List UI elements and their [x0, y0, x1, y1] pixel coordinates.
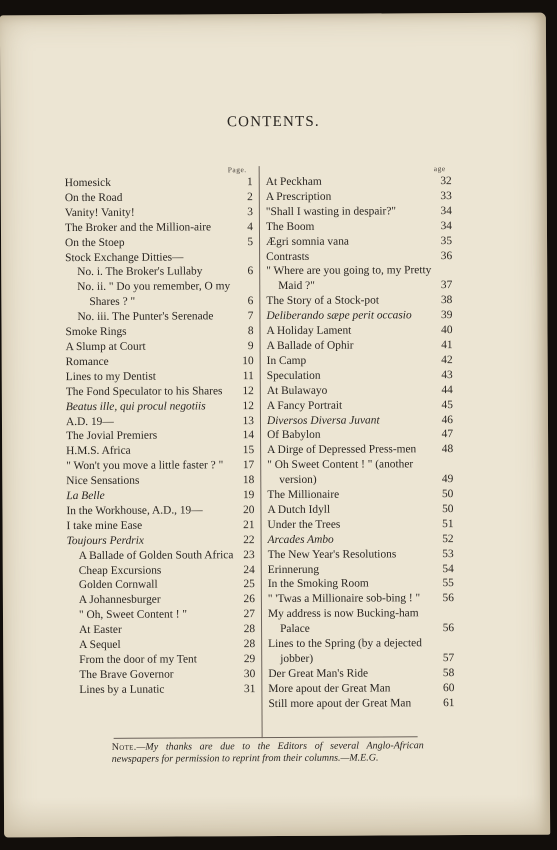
toc-entry — [267, 427, 453, 443]
toc-entry-page: 30 — [243, 668, 256, 681]
toc-entry — [267, 487, 453, 503]
toc-entry-title: The Story of a Stock-pot — [266, 294, 380, 308]
toc-entry-title: Of Babylon — [267, 429, 321, 442]
toc-entry-title: Speculation — [266, 369, 321, 382]
toc-entry-title: On the Stoep — [65, 236, 125, 249]
toc-entry — [66, 473, 254, 489]
toc-entry-title: Arcades Ambo — [267, 533, 334, 546]
toc-entry-title: A Holiday Lament — [266, 324, 352, 338]
toc-entry-page: 20 — [243, 504, 255, 517]
toc-entry-title: Still more apout der Great Man — [268, 697, 412, 710]
toc-entry-page: 10 — [242, 354, 254, 368]
toc-entry-title: A Sequel — [79, 638, 121, 652]
toc-entry — [268, 681, 454, 697]
toc-entry-page: 55 — [442, 577, 454, 590]
toc-entry — [65, 309, 253, 325]
toc-entry-title: More apout der Great Man — [268, 682, 391, 695]
toc-entry — [67, 607, 255, 623]
toc-entry-page: 38 — [440, 294, 453, 307]
toc-entry-page: 47 — [441, 428, 454, 441]
toc-entry — [67, 622, 255, 638]
toc-entry-title: " Oh Sweet Content ! " (another version) — [267, 458, 414, 487]
toc-entry-title: Lines to the Spring (by a dejected jobber) — [268, 637, 422, 665]
toc-entry-page: 11 — [242, 369, 254, 382]
toc-entry-page: 25 — [243, 578, 255, 591]
toc-entry-title: Deliberando sæpe perit occasio — [266, 309, 412, 323]
toc-section-heading — [65, 250, 253, 266]
toc-entry-title: I take mine Ease — [66, 519, 143, 532]
toc-entry-title: At Peckham — [265, 175, 322, 189]
toc-entry-title: H.M.S. Africa — [66, 445, 131, 458]
toc-entry-title: The Millionaire — [267, 488, 340, 502]
toc-entry-title: In the Smoking Room — [267, 577, 369, 591]
left-page-header: Page. — [227, 165, 247, 175]
toc-entry — [66, 339, 254, 355]
toc-entry-title: Vanity! Vanity! — [64, 206, 135, 219]
toc-entry — [268, 696, 454, 712]
toc-entry — [267, 457, 453, 488]
toc-entry-page: 9 — [247, 340, 254, 353]
toc-entry — [65, 190, 253, 206]
toc-entry — [65, 220, 253, 236]
toc-entry-page: 50 — [442, 503, 454, 516]
toc-entry-title: " 'Twas a Millionaire sob-bing ! " — [267, 592, 421, 606]
toc-entry — [267, 368, 453, 384]
toc-entry — [65, 279, 253, 310]
toc-entry-page: 41 — [441, 339, 453, 352]
toc-entry-page: 29 — [243, 653, 256, 666]
toc-entry — [66, 503, 254, 519]
toc-entry — [266, 308, 452, 324]
toc-entry-page: 28 — [243, 638, 256, 651]
toc-entry-title: A.D. 19— — [65, 415, 114, 428]
toc-entry-title: Ægri somnia vana — [266, 235, 349, 248]
toc-entry — [266, 323, 452, 339]
toc-entry-page: 54 — [442, 562, 454, 575]
toc-entry-page: 42 — [441, 353, 453, 367]
toc-entry-title: A Fancy Portrait — [266, 399, 343, 412]
toc-entry-title: Under the Trees — [267, 518, 341, 531]
toc-entry — [267, 502, 453, 518]
toc-entry-page: 34 — [440, 219, 452, 232]
toc-entry-page: 13 — [242, 414, 255, 427]
toc-entry — [268, 532, 454, 548]
toc-entry — [266, 204, 452, 220]
footnote — [112, 740, 424, 766]
toc-entry — [67, 652, 255, 668]
toc-entry — [268, 636, 454, 667]
toc-entry — [66, 458, 254, 474]
toc-entry — [66, 354, 254, 370]
toc-entry-title: A Johannesburger — [78, 593, 161, 607]
toc-entry — [65, 235, 253, 251]
contents-left-column — [65, 164, 256, 698]
toc-entry-title: The Fond Speculator to his Shares — [65, 384, 223, 398]
toc-entry-page: 24 — [243, 563, 255, 576]
toc-entry-page: 12 — [242, 384, 254, 397]
toc-entry-page: 4 — [247, 220, 253, 233]
toc-entry-page: 53 — [442, 547, 454, 560]
footnote-label: Note. — [111, 741, 137, 753]
toc-entry-page: 21 — [243, 518, 255, 532]
toc-entry-title: The Brave Governor — [79, 668, 174, 681]
toc-entry-title: At Easter — [79, 623, 122, 637]
toc-entry-title: The Broker and the Million-aire — [64, 221, 212, 234]
toc-entry — [267, 398, 453, 414]
toc-entry-page: 44 — [441, 383, 453, 396]
toc-entry — [67, 592, 255, 608]
toc-entry-page: 28 — [243, 623, 256, 636]
toc-entry-page: 32 — [440, 175, 452, 188]
book-page — [0, 13, 550, 838]
toc-entry — [67, 667, 255, 683]
toc-entry-title: In the Workhouse, A.D., 19— — [66, 504, 203, 518]
toc-entry — [67, 637, 255, 653]
toc-entry-title: No. iii. The Punter's Serenade — [77, 310, 214, 324]
toc-entry — [67, 533, 255, 549]
toc-entry — [266, 249, 452, 265]
toc-entry-page: 40 — [441, 324, 453, 337]
toc-entry — [268, 591, 454, 607]
toc-entry — [66, 384, 254, 400]
toc-entry-page: 43 — [441, 368, 453, 381]
toc-entry-title: The Boom — [265, 220, 315, 233]
toc-entry — [268, 547, 454, 563]
toc-entry-title: A Dutch Idyll — [267, 503, 331, 516]
toc-entry-page: 60 — [442, 681, 455, 694]
toc-entry — [65, 205, 253, 221]
toc-entry-page: 12 — [242, 399, 254, 412]
toc-entry — [65, 175, 253, 191]
toc-entry-title: " Oh, Sweet Content ! " — [78, 608, 188, 622]
right-page-header: age — [433, 164, 446, 174]
toc-entry-page: 34 — [440, 204, 452, 217]
toc-entry-title: Stock Exchange Ditties— — [65, 251, 184, 264]
toc-entry-page: 50 — [441, 488, 454, 501]
toc-entry-title: Homesick — [64, 176, 111, 190]
toc-entry-page: 23 — [243, 548, 255, 561]
toc-entry — [266, 219, 452, 235]
toc-entry-page: 1 — [246, 176, 253, 189]
toc-entry-title: "Shall I wasting in despair?" — [265, 205, 397, 218]
footnote-rule — [114, 736, 418, 739]
toc-entry-title: Golden Cornwall — [78, 579, 158, 592]
toc-entry — [266, 293, 452, 309]
toc-entry-page: 5 — [247, 235, 254, 248]
toc-entry-title: No. ii. " Do you remember, O my Shares ? " — [77, 280, 231, 309]
toc-entry-page: 51 — [442, 517, 454, 530]
toc-entry-page: 52 — [442, 532, 454, 545]
toc-entry-title: Smoke Rings — [65, 325, 127, 339]
column-divider — [259, 166, 263, 738]
toc-entry — [66, 443, 254, 459]
toc-entry-page: 8 — [247, 325, 254, 338]
toc-entry-title: Diversos Diversa Juvant — [266, 413, 380, 427]
toc-entry-page: 33 — [440, 189, 452, 203]
toc-entry-title: Romance — [65, 355, 109, 368]
toc-entry — [267, 413, 453, 429]
toc-entry-page: 6 — [247, 295, 254, 308]
toc-entry — [266, 174, 452, 190]
toc-entry-title: On the Road — [64, 191, 123, 205]
toc-entry-page: 36 — [440, 249, 453, 262]
toc-entry — [268, 562, 454, 578]
toc-entry-page: 58 — [442, 666, 455, 680]
toc-entry-title: Lines to my Dentist — [65, 370, 156, 383]
toc-entry-page: 56 — [442, 592, 454, 605]
toc-entry-title: " Won't you move a little faster ? " — [66, 459, 224, 473]
toc-entry-page: 49 — [441, 473, 454, 486]
toc-entry — [67, 578, 255, 594]
toc-entry — [267, 517, 453, 533]
toc-entry-title: Contrasts — [266, 250, 310, 263]
toc-entry — [67, 548, 255, 564]
toc-entry — [268, 666, 454, 682]
toc-entry — [266, 189, 452, 205]
toc-entry — [266, 264, 452, 295]
toc-entry-title: Nice Sensations — [66, 474, 140, 488]
toc-entry-title: My address is now Bucking-ham Palace — [267, 607, 419, 636]
toc-entry-title: A Slump at Court — [65, 340, 146, 354]
toc-entry-title: A Ballade of Golden South Africa — [78, 548, 234, 562]
footnote-text: —My thanks are due to the Editors of several Anglo-African newspapers for permission to reprint from their columns.—M.E.G. — [111, 740, 424, 765]
toc-entry-title: Cheap Excursions — [78, 564, 162, 577]
toc-entry-page: 14 — [242, 429, 255, 442]
toc-entry-page: 18 — [242, 474, 255, 487]
toc-entry — [67, 563, 255, 579]
toc-entry-title: A Ballade of Ophir — [266, 339, 354, 353]
toc-entry-page: 26 — [243, 593, 255, 606]
toc-entry-title: La Belle — [66, 489, 105, 503]
toc-entry-title: Der Great Man's Ride — [268, 667, 369, 680]
toc-entry-page: 35 — [440, 234, 453, 247]
toc-entry — [66, 488, 254, 504]
contents-right-column — [266, 163, 455, 712]
toc-entry-title: At Bulawayo — [266, 384, 328, 397]
toc-entry-page: 2 — [247, 191, 253, 204]
toc-entry — [267, 442, 453, 458]
toc-entry-title: Toujours Perdrix — [66, 534, 144, 547]
toc-entry-page: 48 — [441, 443, 454, 456]
toc-entry-title: A Dirge of Depressed Press-men — [267, 443, 417, 457]
toc-entry — [267, 383, 453, 399]
toc-entry — [267, 338, 453, 354]
toc-entry-title: Lines by a Lunatic — [79, 683, 165, 696]
toc-entry — [66, 429, 254, 445]
toc-entry-title: From the door of my Tent — [79, 653, 197, 667]
toc-entry — [66, 518, 254, 534]
toc-entry-page: 61 — [443, 696, 455, 709]
toc-entry-page: 45 — [441, 398, 453, 411]
toc-entry-page: 39 — [441, 309, 453, 322]
toc-entry-page: 27 — [243, 608, 256, 621]
toc-entry — [66, 414, 254, 430]
toc-entry-page: 22 — [243, 533, 255, 546]
toc-entry-page: 3 — [247, 205, 253, 218]
toc-entry-page: 17 — [242, 459, 255, 472]
toc-entry-title: The Jovial Premiers — [66, 430, 158, 443]
toc-entry-title: No. i. The Broker's Lullaby — [77, 265, 203, 279]
toc-entry-page: 31 — [243, 682, 256, 695]
toc-entry — [268, 606, 454, 637]
contents-title: CONTENTS. — [226, 113, 320, 131]
toc-entry-page: 57 — [442, 652, 455, 665]
toc-entry-page: 56 — [442, 622, 455, 635]
toc-entry-title: " Where are you going to, my Pretty Maid ?" — [266, 264, 432, 293]
toc-entry-page: 37 — [440, 279, 453, 292]
toc-entry-page: 15 — [242, 444, 255, 457]
toc-entry-title: The New Year's Resolutions — [267, 548, 397, 561]
toc-entry — [268, 577, 454, 593]
toc-entry-title: A Prescription — [265, 190, 332, 203]
toc-entry — [65, 324, 253, 340]
toc-entry-title: Beatus ille, qui procul negotiis — [65, 399, 206, 413]
toc-entry-page: 7 — [247, 310, 254, 323]
toc-entry-page: 46 — [441, 413, 454, 426]
toc-entry — [66, 369, 254, 385]
toc-entry — [66, 399, 254, 415]
toc-entry — [65, 265, 253, 281]
toc-entry — [266, 234, 452, 250]
toc-entry-title: Erinnerung — [267, 563, 320, 576]
toc-entry-page: 6 — [247, 265, 254, 278]
toc-entry — [267, 353, 453, 369]
toc-entry — [67, 682, 255, 698]
toc-entry-page: 19 — [242, 489, 255, 502]
toc-entry-title: In Camp — [266, 354, 307, 367]
